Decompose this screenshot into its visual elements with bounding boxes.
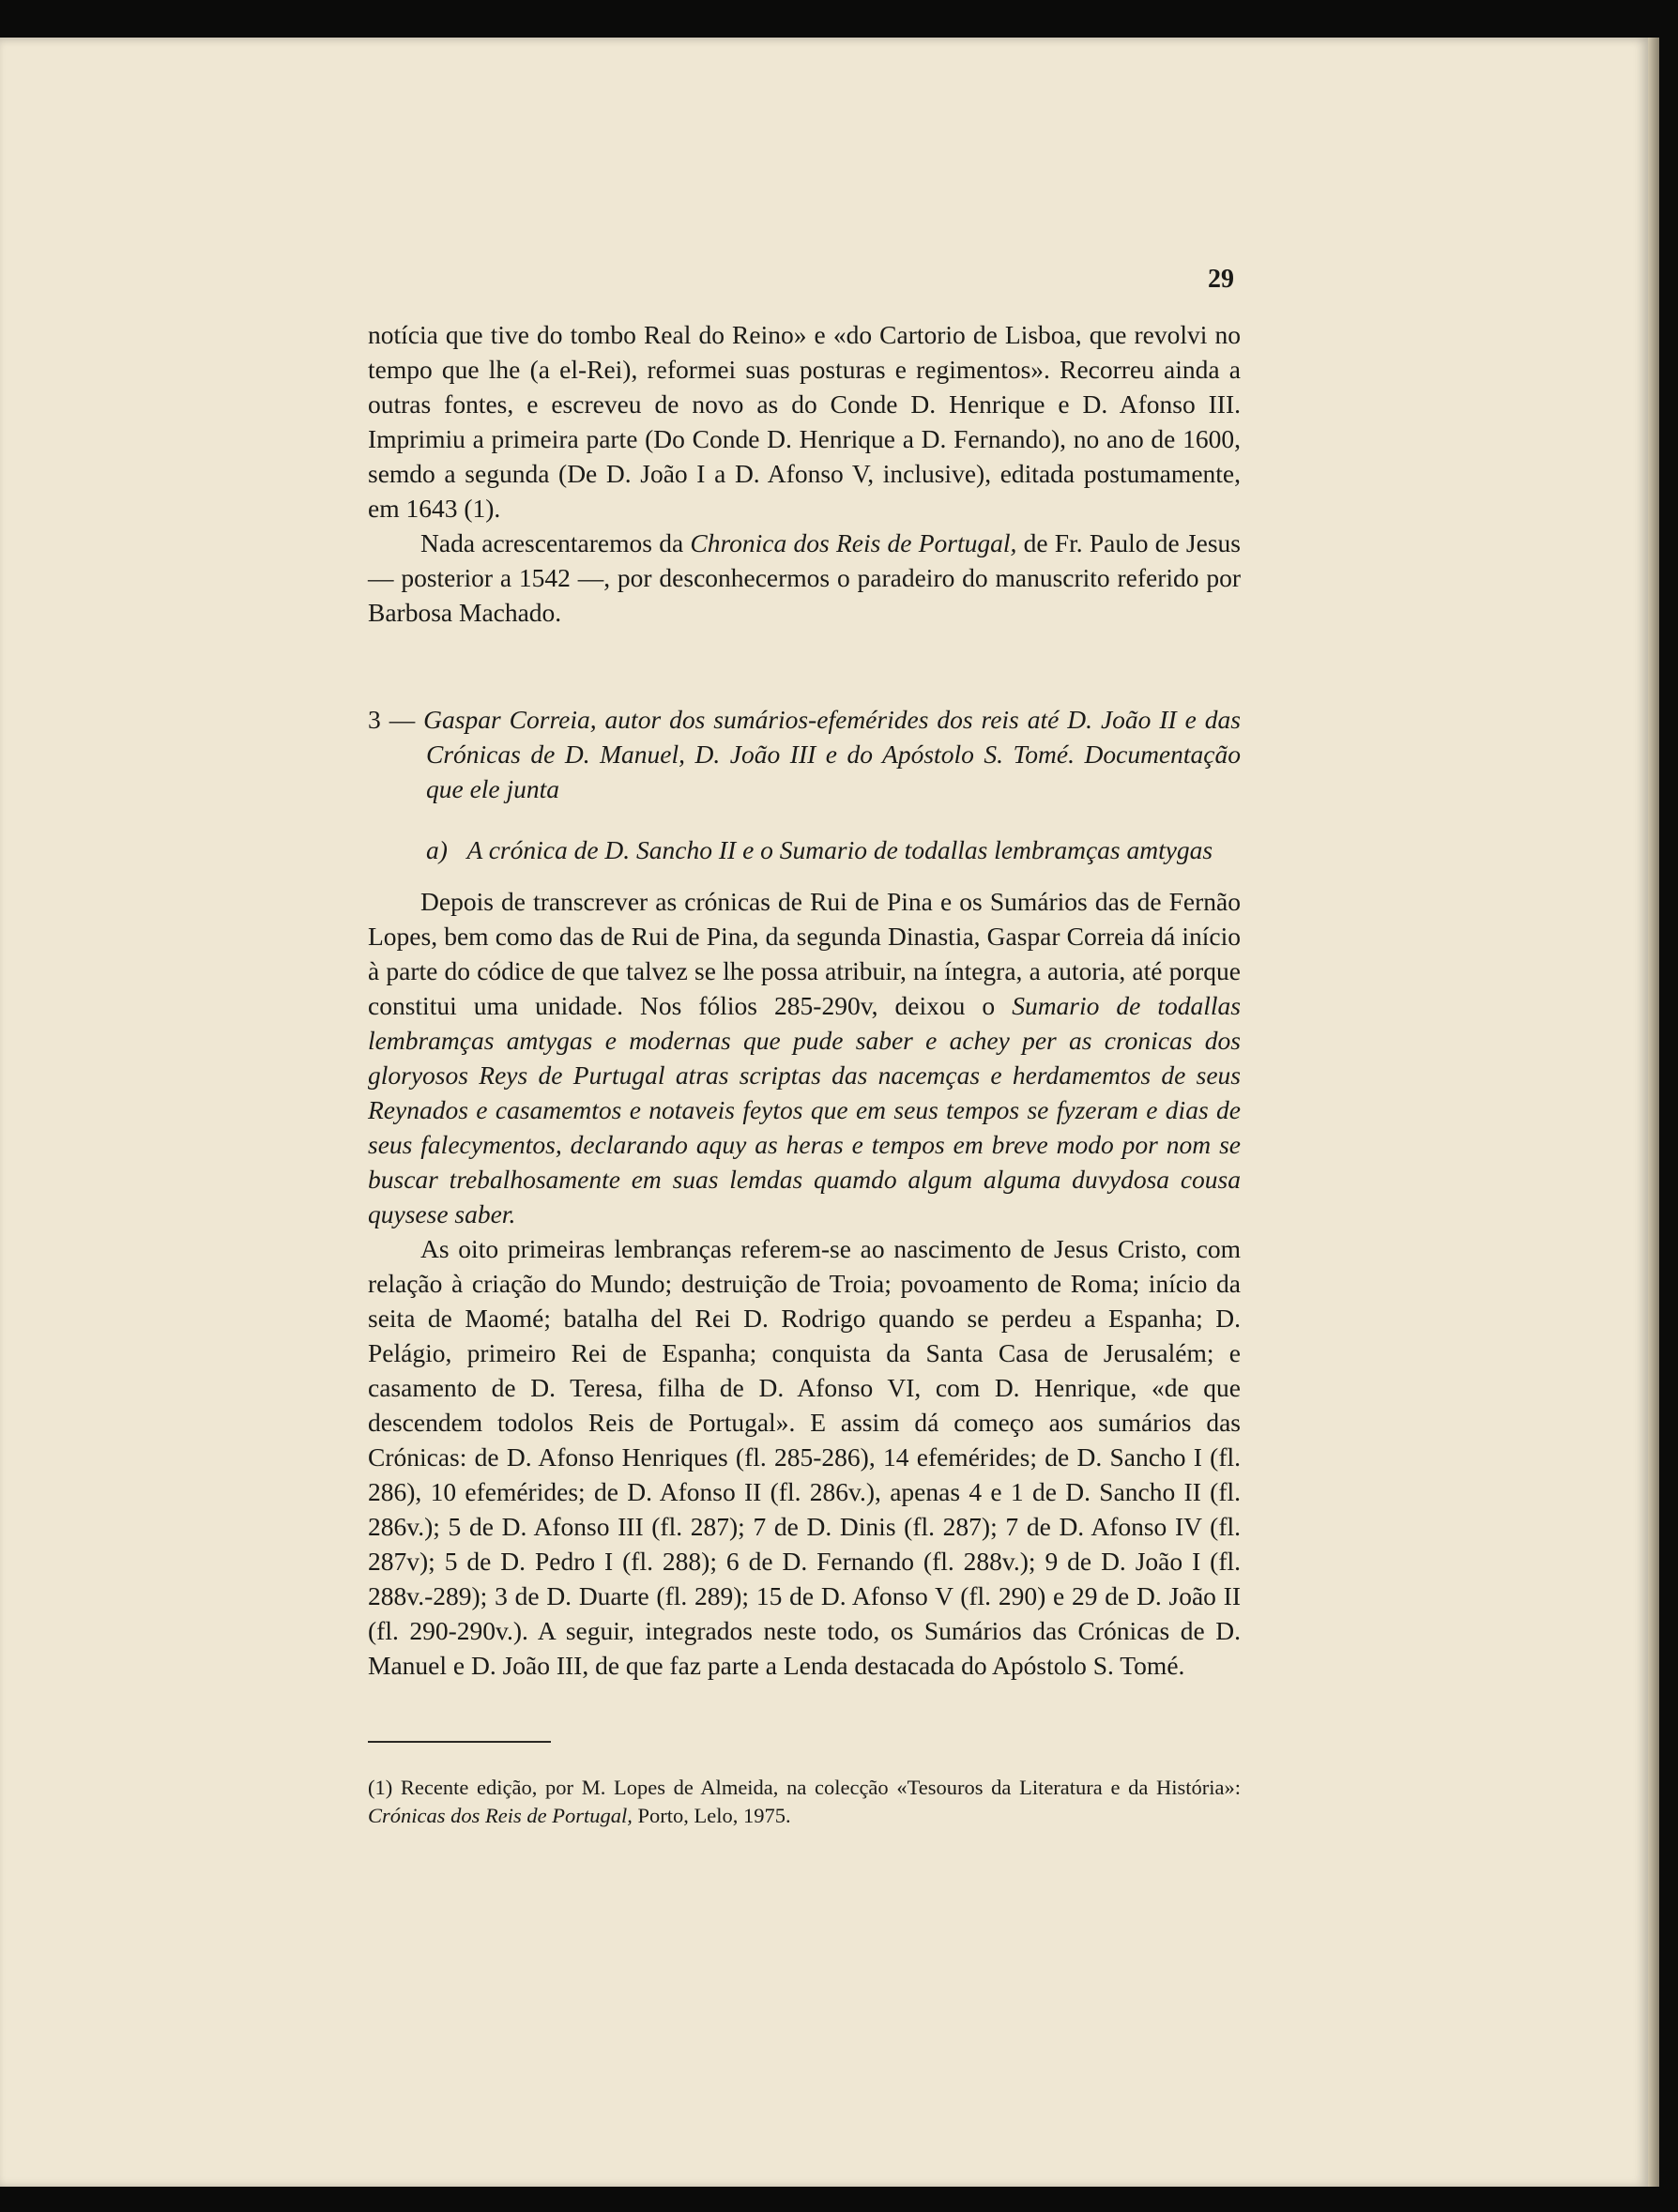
paragraph-1: notícia que tive do tombo Real do Reino» e «do Cartorio de Lisboa, que revolvi no tempo que lhe (a el-Rei), reformei suas posturas e regimentos». Recorreu ainda a outras fontes, e escreveu de novo as do Conde D. Henrique e D. Afonso III. Imprimiu a primeira parte (Do Conde D. Henrique a D. Fernando), no ano de 1600, semdo a segunda (De D. João I a D. Afonso V, inclusive), editada postumamente, em 1643 (1). [368, 320, 1241, 523]
section-number: 3 — [368, 705, 424, 734]
paragraph-2-text-a: Nada acrescentaremos da [420, 528, 691, 557]
paragraph-3-text-a: Depois de transcrever as crónicas de Rui de Pina e os Sumários das de Fernão Lopes, bem como das de Rui de Pina, da segunda Dinastia, Gaspar Correia dá início à parte do códice de que talvez se lhe possa atribuir, na íntegra, a autoria, até porque constitui uma unidade. Nos fólios 285-290v, deixou o [368, 887, 1241, 1020]
subsection-title: A crónica de D. Sancho II e o Sumario de todallas lembramças amtygas [466, 835, 1213, 864]
page-number: 29 [1208, 265, 1234, 294]
footnote [368, 1774, 1241, 1830]
page-edge [1648, 38, 1659, 2187]
paragraph-4: As oito primeiras lembranças referem-se ao nascimento de Jesus Cristo, com relação à criação do Mundo; destruição de Troia; povoamento de Roma; início da seita de Maomé; batalha del Rei D. Rodrigo quando se perdeu a Espanha; D. Pelágio, primeiro Rei de Espanha; conquista da Santa Casa de Jerusalém; e casamento de D. Teresa, filha de D. Afonso VI, com D. Henrique, «de que descendem todolos Reis de Portugal». E assim dá começo aos sumários das Crónicas: de D. Afonso Henriques (fl. 285-286), 14 efemérides; de D. Sancho I (fl. 286), 10 efemérides; de D. Afonso II (fl. 286v.), apenas 4 e 1 de D. Sancho II (fl. 286v.); 5 de D. Afonso III (fl. 287); 7 de D. Dinis (fl. 287); 7 de D. Afonso IV (fl. 287v); 5 de D. Pedro I (fl. 288); 6 de D. Fernando (fl. 288v.); 9 de D. João I (fl. 288v.-289); 3 de D. Duarte (fl. 289); 15 de D. Afonso V (fl. 290) e 29 de D. João II (fl. 290-290v.). A seguir, integrados neste todo, os Sumários das Crónicas de D. Manuel e D. João III, de que faz parte a Lenda destacada do Apóstolo S. Tomé. [368, 1234, 1241, 1680]
subsection-heading [368, 832, 1241, 867]
footnote-text-c: Porto, Lelo, 1975. [632, 1804, 791, 1827]
paragraph-3 [368, 884, 1241, 1231]
footnote-divider [368, 1741, 551, 1743]
paragraph-2 [368, 526, 1241, 630]
section-title: Gaspar Correia, autor dos sumários-efemérides dos reis até D. João II e das Crónicas de D. Manuel, D. João III e do Apóstolo S. Tomé. Documentação que ele junta [423, 705, 1242, 803]
section-heading [368, 702, 1241, 806]
main-text [368, 317, 1241, 1683]
footnote-title: Crónicas dos Reis de Portugal, [368, 1804, 633, 1827]
paragraph-2-text-c: de Fr. Paulo de Jesus — posterior a 1542 —, por desconhecermos o paradeiro do manuscrito referido por Barbosa Machado. [368, 528, 1241, 627]
subsection-label: a) [426, 835, 448, 864]
footnote-text-a: (1) Recente edição, por M. Lopes de Almeida, na colecção «Tesouros da Literatura e da História»: [368, 1776, 1241, 1799]
paragraph-2-title: Chronica dos Reis de Portugal, [690, 528, 1017, 557]
paragraph-3-quote: Sumario de todallas lembramças amtygas e modernas que pude saber e achey per as cronicas dos gloryosos Reys de Purtugal atras scriptas das nacemças e herdamemtos de seus Reynados e casamemtos e notaveis feytos que em seus tempos se fyzeram e dias de seus falecymentos, declarando aquy as heras e tempos em breve modo por nom se buscar trebalhosamente em suas lemdas quamdo algum alguma duvydosa cousa quysese saber. [368, 991, 1242, 1228]
